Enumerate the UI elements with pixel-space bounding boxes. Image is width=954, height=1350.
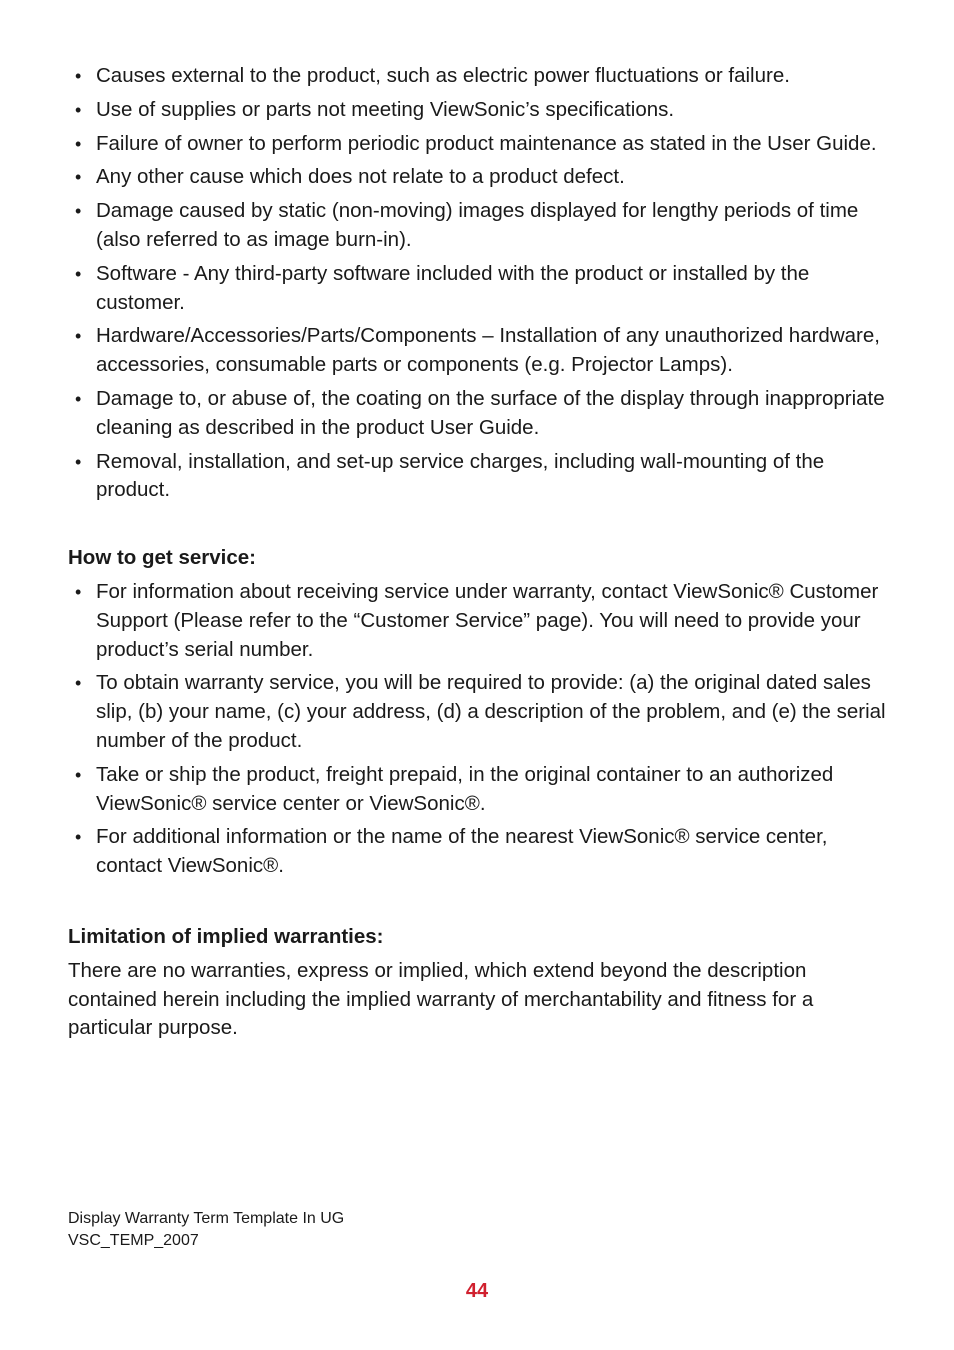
limitation-heading: Limitation of implied warranties: [68, 924, 384, 948]
service-heading: How to get service: [68, 546, 256, 570]
list-item-text: Software - Any third-party software included with the product or installed by the customer. [96, 261, 810, 314]
list-item-text: For information about receiving service under warranty, contact ViewSonic® Customer Support (Please refer to the “Customer Service” page). You will need to provide your product’s serial number. [96, 579, 879, 661]
bullet-icon: • [75, 451, 82, 472]
bullet-icon: • [75, 827, 82, 848]
footer-template-name: Display Warranty Term Template In UG [68, 1210, 345, 1227]
list-item [68, 823, 888, 881]
list-item-text: Damage caused by static (non-moving) images displayed for lengthy periods of time (also referred to as image burn-in). [96, 199, 859, 251]
list-item [68, 669, 888, 755]
list-item [68, 578, 888, 664]
service-list [68, 578, 888, 881]
list-item-text: Take or ship the product, freight prepaid, in the original container to an authorized ViewSonic® service center or ViewSonic®. [96, 762, 834, 815]
list-item [68, 260, 888, 318]
list-item-text: Damage to, or abuse of, the coating on the surface of the display through inappropriate cleaning as described in the product User Guide. [96, 386, 885, 439]
bullet-icon: • [75, 388, 82, 409]
list-item-text: To obtain warranty service, you will be required to provide: (a) the original dated sales slip, (b) your name, (c) your address, (d) a description of the problem, and (e) the serial number of the product. [96, 671, 886, 752]
list-item [68, 163, 888, 192]
bullet-icon: • [75, 99, 82, 120]
exclusions-list [68, 62, 888, 505]
list-item-text: Use of supplies or parts not meeting ViewSonic’s specifications. [96, 97, 675, 121]
bullet-icon: • [75, 201, 82, 222]
list-item [68, 62, 888, 91]
bullet-icon: • [75, 66, 82, 86]
page-number: 44 [465, 1280, 489, 1302]
list-item-text: Any other cause which does not relate to a product defect. [96, 165, 625, 189]
list-item-text: Removal, installation, and set-up service charges, including wall-mounting of the product. [96, 449, 825, 502]
list-item [68, 130, 888, 159]
footer [68, 1208, 344, 1252]
bullet-icon: • [75, 167, 82, 188]
bullet-icon: • [75, 326, 82, 347]
list-item [68, 322, 888, 380]
list-item [68, 385, 888, 443]
list-item-text: Causes external to the product, such as electric power fluctuations or failure. [96, 64, 790, 87]
bullet-icon: • [75, 764, 82, 785]
list-item-text: For additional information or the name of the nearest ViewSonic® service center, contact ViewSonic®. [96, 825, 828, 878]
list-item [68, 96, 888, 125]
limitation-body: There are no warranties, express or implied, which extend beyond the description contained herein including the implied warranty of merchantability and fitness for a particular purpose. [68, 958, 814, 1040]
bullet-icon: • [75, 263, 82, 284]
bullet-icon: • [75, 581, 82, 602]
list-item [68, 197, 888, 255]
list-item [68, 448, 888, 506]
document-page [68, 62, 888, 1043]
list-item-text: Hardware/Accessories/Parts/Components – Installation of any unauthorized hardware, accessories, consumable parts or components (e.g. Projector Lamps). [96, 324, 880, 377]
bullet-icon: • [75, 133, 82, 154]
bullet-icon: • [75, 673, 82, 694]
list-item [68, 761, 888, 819]
list-item-text: Failure of owner to perform periodic product maintenance as stated in the User Guide. [96, 131, 877, 155]
footer-template-code: VSC_TEMP_2007 [68, 1232, 199, 1249]
